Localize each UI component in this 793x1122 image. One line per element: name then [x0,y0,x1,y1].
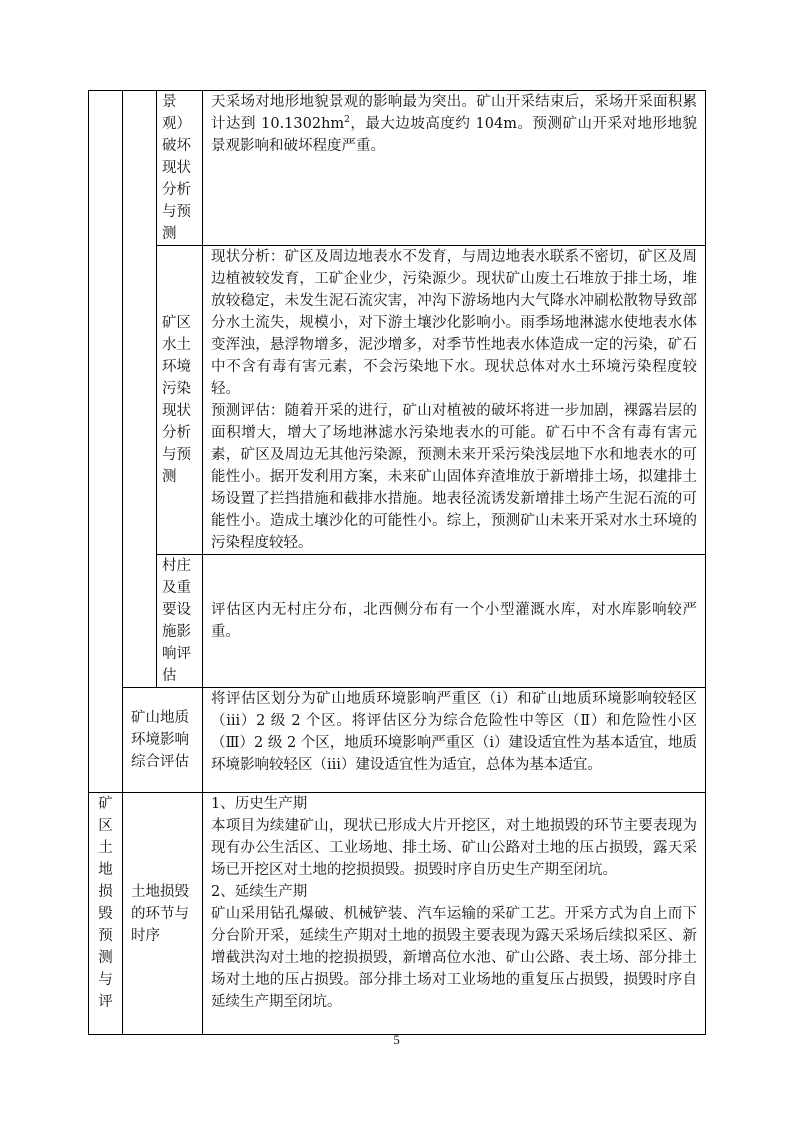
landscape-text: 天采场对地形地貌景观的影响最为突出。矿山开采结束后，采场开采面积累计达到 $10.1302hm^2$，最大边坡高度约 104m。预测矿山开采对地形地貌景观影响和破坏程度严重。 [203,91,706,246]
village-text: 评估区内无村庄分布，北西侧分布有一个小型灌溉水库，对水库影响较严重。 [203,555,706,688]
continuation-heading: 2、延续生产期 [211,884,308,900]
water-text [203,246,706,555]
landscape-label: 景 观） 破坏 现状 分析 与预 测 [157,91,203,246]
table-row [89,555,706,688]
land-section-label: 矿 区 土 地 损 毁 预 测 与 评 [89,793,123,1035]
table-row [89,688,706,793]
water-status-paragraph: 现状分析：矿区及周边地表水不发育，与周边地表水联系不密切，矿区及周边植被较发育，工矿企业少，污染源少。现状矿山废土石堆放于排土场，堆放较稳定，未发生泥石流灾害，冲沟下游场地内大气降水冲刷松散物导致部分水土流失，规模小，对下游土壤沙化影响小。雨季场地淋滤水使地表水体变浑浊，悬浮物增多，泥沙增多，对季节性地表水体造成一定的污染，矿石中不含有毒有害元素，不会污染地下水。现状总体对水土环境污染程度较轻。 [211,249,697,397]
history-heading: 1、历史生产期 [211,796,308,812]
village-label: 村庄 及重 要设 施影 响评 估 [157,555,203,688]
water-label: 矿区 水土 环境 污染 现状 分析 与预 测 [157,246,203,555]
section-cell-empty [89,91,123,793]
comprehensive-label: 矿山地质 环境影响 综合评估 [123,688,203,793]
assessment-table [88,90,706,1035]
table-row [89,91,706,246]
table-row [89,793,706,1035]
land-label: 土地损毁 的环节与 时序 [123,793,203,1035]
subsection-cell-empty [123,91,157,688]
history-paragraph: 本项目为续建矿山，现状已形成大片开挖区，对土地损毁的环节主要表现为现有办公生活区、工业场地、排土场、矿山公路对土地的压占损毁，露天采场已开挖区对土地的挖损损毁。损毁时序自历史生产期至闭坑。 [211,818,697,878]
continuation-paragraph: 矿山采用钻孔爆破、机械铲装、汽车运输的采矿工艺。开采方式为自上而下分台阶开采，延续生产期对土地的损毁主要表现为露天采场后续拟采区、新增截洪沟对土地的挖损损毁，新增高位水池、矿山公路、表土场、部分排土场对土地的压占损毁。部分排土场对工业场地的重复压占损毁，损毁时序自延续生产期至闭坑。 [211,906,697,1010]
page-number: 5 [393,1032,400,1047]
land-text [203,793,706,1035]
comprehensive-text: 将评估区划分为矿山地质环境影响严重区（ⅰ）和矿山地质环境影响较轻区（ⅲ）2 级 2 个区。将评估区分为综合危险性中等区（Ⅱ）和危险性小区（Ⅲ）2 级 2 个区，地质环境影响严重区（ⅰ）建设适宜性为基本适宜，地质环境影响较轻区（ⅲ）建设适宜性为适宜，总体为基本适宜。 [203,688,706,793]
water-forecast-paragraph: 预测评估：随着开采的进行，矿山对植被的破坏将进一步加剧，裸露岩层的面积增大，增大了场地淋滤水污染地表水的可能。矿石中不含有毒有害元素，矿区及周边无其他污染源，预测未来开采污染浅层地下水和地表水的可能性小。据开发利用方案，未来矿山固体弃渣堆放于新增排土场，拟建排土场设置了拦挡措施和截排水措施。地表径流诱发新增排土场产生泥石流的可能性小。造成土壤沙化的可能性小。综上，预测矿山未来开采对水土环境的污染程度较轻。 [211,403,697,551]
table-row [89,246,706,555]
